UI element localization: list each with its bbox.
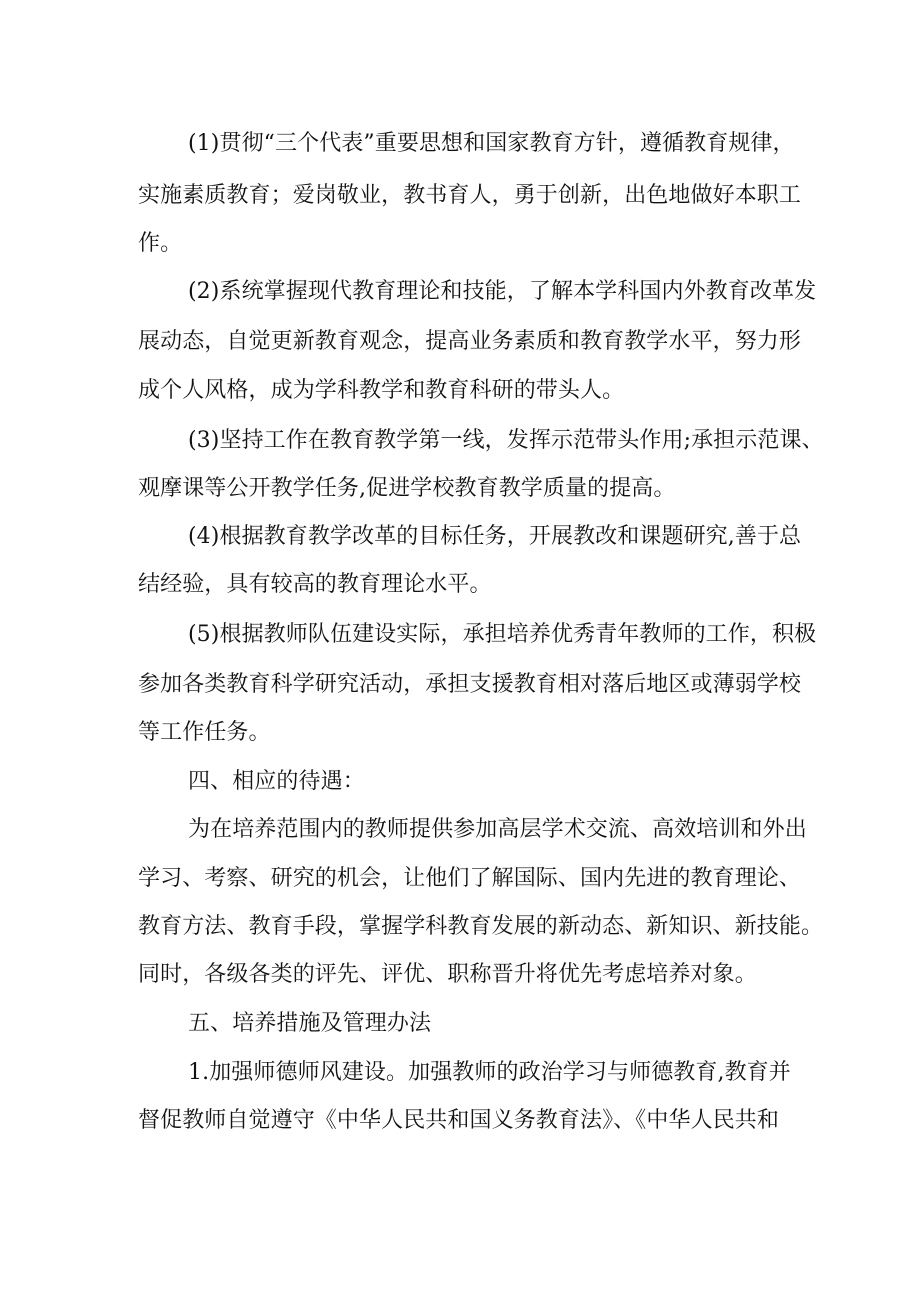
item-5-line-1: (5)根据教师队伍建设实际，承担培养优秀青年教师的工作，积极	[188, 622, 817, 647]
item-1-line-2: 实施素质教育；爱岗敬业，教书育人，勇于创新，出色地做好本职工	[138, 183, 802, 208]
benefits-line-3: 教育方法、教育手段，掌握学科教育发展的新动态、新知识、新技能。	[138, 914, 824, 939]
item-2-line-1: (2)系统掌握现代教育理论和技能，了解本学科国内外教育改革发	[188, 279, 817, 304]
measure-1-line-1: 1.加强师德师风建设。加强教师的政治学习与师德教育,教育并	[188, 1060, 791, 1085]
section-heading-5: 五、培养措施及管理办法	[188, 1011, 432, 1036]
measure-1-line-2: 督促教师自觉遵守《中华人民共和国义务教育法》、《中华人民共和	[138, 1108, 780, 1133]
item-1-line-1: (1)贯彻“三个代表”重要思想和国家教育方针，遵循教育规律，	[188, 131, 795, 156]
benefits-line-4: 同时，各级各类的评先、评优、职称晋升将优先考虑培养对象。	[138, 962, 757, 987]
item-3-line-2: 观摩课等公开教学任务,促进学校教育教学质量的提高。	[138, 476, 676, 501]
item-2-line-2: 展动态，自觉更新教育观念，提高业务素质和教育教学水平，努力形	[138, 329, 802, 354]
item-5-line-2: 参加各类教育科学研究活动，承担支援教育相对落后地区或薄弱学校	[138, 672, 802, 697]
item-4-line-1: (4)根据教育教学改革的目标任务，开展教改和课题研究,善于总	[188, 524, 802, 549]
benefits-line-2: 学习、考察、研究的机会，让他们了解国际、国内先进的教育理论、	[138, 866, 802, 891]
section-heading-4: 四、相应的待遇：	[188, 769, 365, 794]
item-1-line-3: 作。	[138, 231, 183, 256]
item-5-line-3: 等工作任务。	[138, 720, 271, 745]
item-2-line-3: 成个人风格，成为学科教学和教育科研的带头人。	[138, 378, 625, 403]
benefits-line-1: 为在培养范围内的教师提供参加高层学术交流、高效培训和外出	[188, 817, 807, 842]
item-3-line-1: (3)坚持工作在教育教学第一线，发挥示范带头作用;承担示范课、	[188, 428, 824, 453]
item-4-line-2: 结经验，具有较高的教育理论水平。	[138, 572, 492, 597]
